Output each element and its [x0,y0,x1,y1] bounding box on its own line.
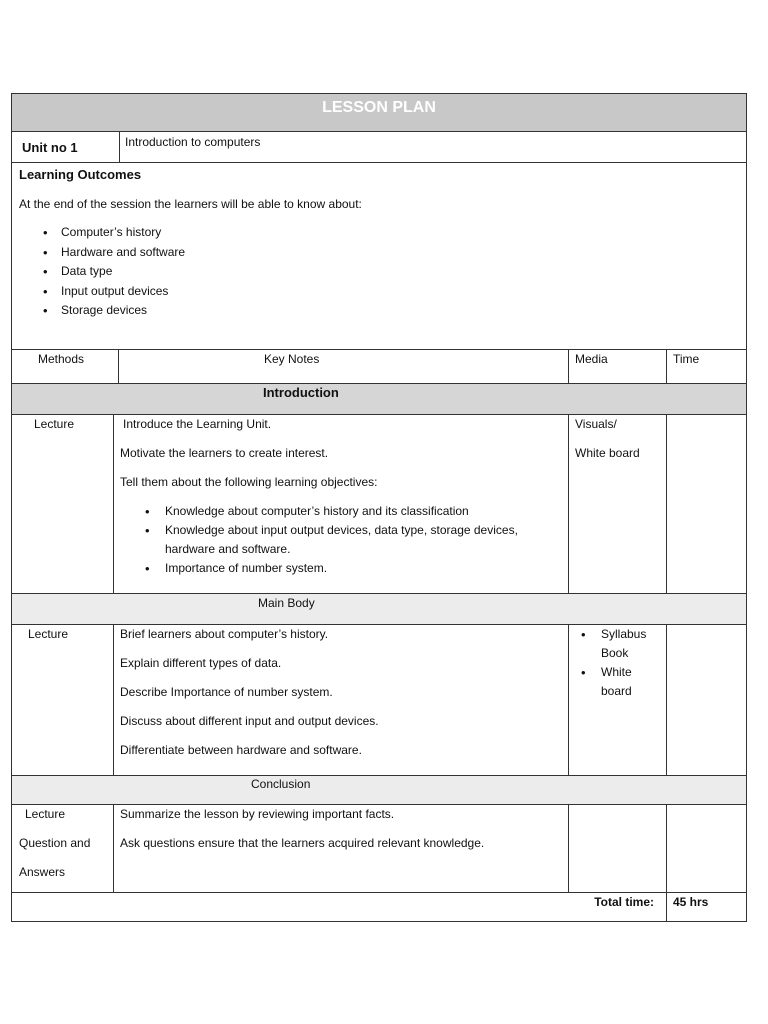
main-body-media-cell [568,624,667,776]
introduction-method-cell: Lecture [11,414,114,594]
note-line: Explain different types of data. [120,656,282,670]
list-item: • Importance of number system. [141,559,551,578]
main-body-time-cell [666,624,747,776]
note-line: Describe Importance of number system. [120,685,333,699]
list-item: • Hardware and software [39,243,185,263]
total-time-label: Total time: [594,895,654,909]
media-header: Media [568,349,667,384]
unit-name-cell [119,131,747,163]
main-body-notes-cell [113,624,569,776]
conclusion-section-header: Conclusion [11,775,747,805]
note-line: Discuss about different input and output devices. [120,714,379,728]
methods-header: Methods [11,349,119,384]
conclusion-media-cell [568,804,667,893]
introduction-media-cell: Visuals/ White board [568,414,667,594]
key-notes-header: Key Notes [118,349,569,384]
unit-name: Introduction to computers [125,135,261,149]
introduction-time-cell [666,414,747,594]
list-item: • Computer’s history [39,223,185,243]
list-item: • Data type [39,262,185,282]
list-item: • Storage devices [39,301,185,321]
main-body-method-cell: Lecture [11,624,114,776]
conclusion-method-cell: Lecture Question and Answers [11,804,114,893]
unit-label-cell [11,131,120,163]
introduction-section-header: Introduction [11,383,747,415]
main-body-section-header: Main Body [11,593,747,625]
note-line: Tell them about the following learning objectives: [120,475,378,489]
list-item: • White board [577,663,641,701]
list-item: • Syllabus Book [577,625,655,663]
list-item: • Input output devices [39,282,185,302]
outcomes-intro: At the end of the session the learners will be able to know about: [19,197,362,211]
list-item: • Knowledge about input output devices, data type, storage devices, hardware and software. [141,521,551,559]
total-label-cell [11,892,667,922]
note-line: Summarize the lesson by reviewing important facts. [120,807,395,821]
total-time-value: 45 hrs [673,895,709,909]
unit-label: Unit no 1 [22,140,78,155]
note-line: Differentiate between hardware and software. [120,743,362,757]
note-line: Motivate the learners to create interest. [120,446,329,460]
objectives-list [141,502,551,578]
learning-outcomes-cell [11,162,747,350]
media-list [577,625,655,701]
conclusion-notes-cell [113,804,569,893]
introduction-notes-cell [113,414,569,594]
conclusion-time-cell [666,804,747,893]
note-line: Ask questions ensure that the learners acquired relevant knowledge. [120,836,485,850]
note-line: Brief learners about computer’s history. [120,627,329,641]
page-title: LESSON PLAN [11,93,747,132]
outcomes-heading: Learning Outcomes [19,167,142,182]
outcomes-list [39,223,185,321]
total-value-cell [666,892,747,922]
list-item: • Knowledge about computer’s history and its classification [141,502,551,521]
time-header: Time [666,349,747,384]
note-line: Introduce the Learning Unit. [123,417,272,431]
